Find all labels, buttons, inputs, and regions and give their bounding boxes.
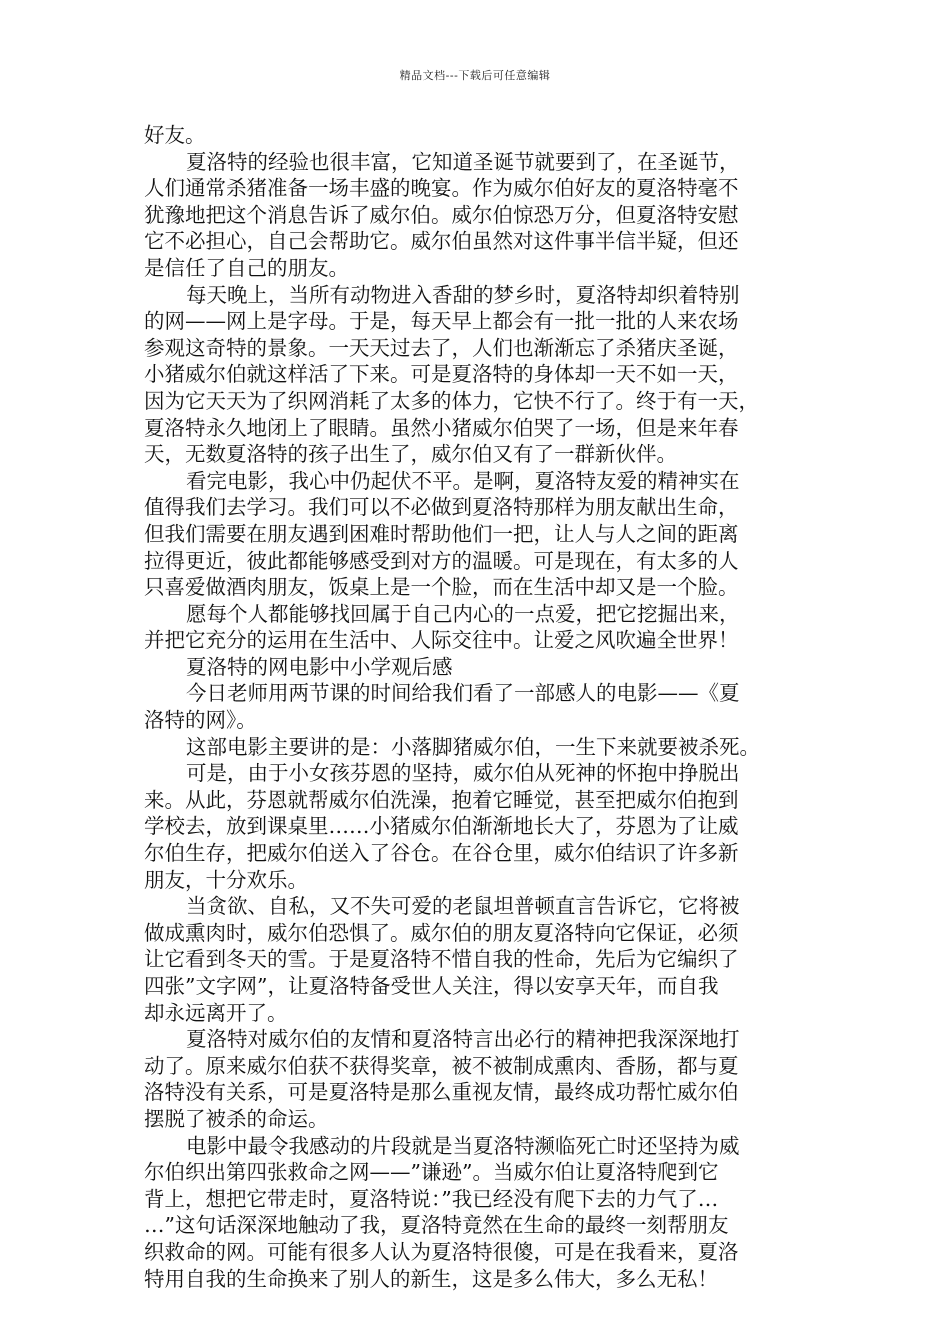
text-line: 动了。原来威尔伯获不获得奖章，被不被制成熏肉、香肠，都与夏 [144,1053,739,1078]
text-line: 尔伯织出第四张救命之网——”谦逊”。当威尔伯让夏洛特爬到它 [144,1160,719,1185]
text-line: 犹豫地把这个消息告诉了威尔伯。威尔伯惊恐万分，但夏洛特安慰 [144,202,739,227]
text-line: 并把它充分的运用在生活中、人际交往中。让爱之风吹遍全世界！ [144,628,739,653]
text-line: 摆脱了被杀的命运。 [144,1106,329,1131]
text-line: …”这句话深深地触动了我，夏洛特竟然在生命的最终一刻帮朋友 [144,1213,729,1238]
text-line: 洛特的网》。 [144,708,257,733]
text-line: 只喜爱做酒肉朋友，饭桌上是一个脸，而在生活中却又是一个脸。 [144,575,739,600]
running-header: 精品文档---下载后可任意编辑 [399,69,551,82]
text-line: 因为它天天为了织网消耗了太多的体力，它快不行了。终于有一天， [144,388,759,413]
text-line: 值得我们去学习。我们可以不必做到夏洛特那样为朋友献出生命， [144,495,739,520]
text-line: 拉得更近，彼此都能够感受到对方的温暖。可是现在，有太多的人 [144,548,739,573]
text-line: 它不必担心，自己会帮助它。威尔伯虽然对这件事半信半疑，但还 [144,229,739,254]
text-line: 小猪威尔伯就这样活了下来。可是夏洛特的身体却一天不如一天， [144,362,739,387]
text-line: 却永远离开了。 [144,1000,288,1025]
text-line: 当贪欲、自私，又不失可爱的老鼠坦普顿直言告诉它，它将被 [186,894,740,919]
text-line: 学校去，放到课桌里……小猪威尔伯渐渐地长大了，芬恩为了让威 [144,814,739,839]
text-line: 织救命的网。可能有很多人认为夏洛特很傻，可是在我看来，夏洛 [144,1239,739,1264]
text-line: 每天晚上，当所有动物进入香甜的梦乡时，夏洛特却织着特别 [186,282,740,307]
text-line: 今日老师用两节课的时间给我们看了一部感人的电影——《夏 [186,681,740,706]
text-line: 夏洛特对威尔伯的友情和夏洛特言出必行的精神把我深深地打 [186,1027,740,1052]
text-line: 夏洛特的网电影中小学观后感 [186,654,453,679]
text-line: 但我们需要在朋友遇到困难时帮助他们一把，让人与人之间的距离 [144,521,739,546]
text-line: 天，无数夏洛特的孩子出生了，威尔伯又有了一群新伙伴。 [144,442,677,467]
text-line: 夏洛特的经验也很丰富，它知道圣诞节就要到了，在圣诞节， [186,149,740,174]
text-line: 是信任了自己的朋友。 [144,255,349,280]
body-text [144,122,806,1292]
text-line: 让它看到冬天的雪。于是夏洛特不惜自我的性命，先后为它编织了 [144,947,739,972]
text-line: 四张”文字网”，让夏洛特备受世人关注，得以安享天年，而自我 [144,974,719,998]
text-line: 人们通常杀猪准备一场丰盛的晚宴。作为威尔伯好友的夏洛特毫不 [144,176,739,201]
text-line: 好友。 [144,123,206,147]
text-line: 背上，想把它带走时，夏洛特说：”我已经没有爬下去的力气了… [144,1186,719,1211]
text-line: 的网——网上是字母。于是，每天早上都会有一批一批的人来农场 [144,309,739,334]
text-line: 夏洛特永久地闭上了眼睛。虽然小猪威尔伯哭了一场，但是来年春 [144,415,739,440]
text-line: 做成熏肉时，威尔伯恐惧了。威尔伯的朋友夏洛特向它保证，必须 [144,920,739,945]
text-line: 朋友，十分欢乐。 [144,867,308,892]
text-line: 洛特没有关系，可是夏洛特是那么重视友情，最终成功帮忙威尔伯 [144,1080,739,1105]
text-line: 这部电影主要讲的是：小落脚猪威尔伯，一生下来就要被杀死。 [186,734,760,759]
text-line: 特用自我的生命换来了别人的新生，这是多么伟大，多么无私！ [144,1266,718,1291]
text-line: 看完电影，我心中仍起伏不平。是啊，夏洛特友爱的精神实在 [186,468,740,493]
text-line: 参观这奇特的景象。一天天过去了，人们也渐渐忘了杀猪庆圣诞， [144,335,739,360]
text-line: 尔伯生存，把威尔伯送入了谷仓。在谷仓里，威尔伯结识了许多新 [144,841,739,866]
text-line: 愿每个人都能够找回属于自己内心的一点爱，把它挖掘出来， [186,601,740,626]
text-line: 来。从此，芬恩就帮威尔伯洗澡，抱着它睡觉，甚至把威尔伯抱到 [144,787,739,812]
text-line: 电影中最令我感动的片段就是当夏洛特濒临死亡时还坚持为威 [186,1133,740,1158]
text-line: 可是，由于小女孩芬恩的坚持，威尔伯从死神的怀抱中挣脱出 [186,761,740,786]
